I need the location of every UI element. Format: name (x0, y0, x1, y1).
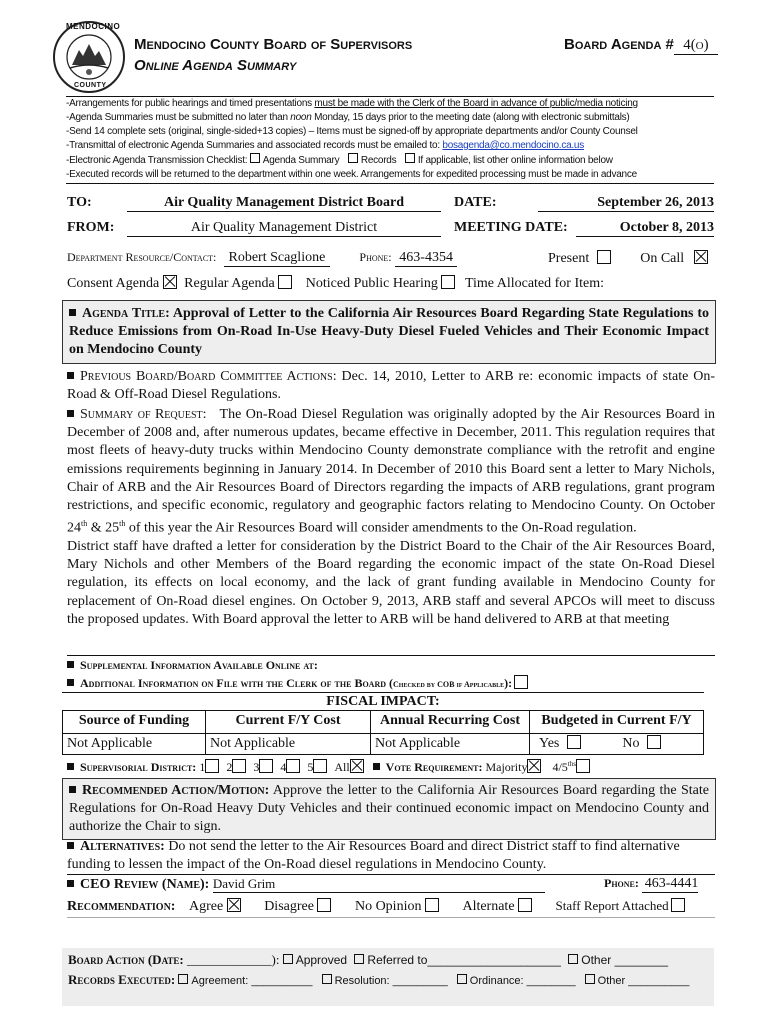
district-row (67, 759, 590, 775)
staff-report-checkbox[interactable] (671, 898, 685, 912)
agree-checkbox[interactable] (227, 898, 241, 912)
fiscal-current-value: Not Applicable (206, 734, 371, 754)
regular-checkbox[interactable] (278, 275, 292, 289)
records-other-checkbox[interactable] (585, 974, 595, 984)
district-4-checkbox[interactable] (286, 759, 300, 773)
dept-row (67, 250, 457, 267)
summary-amp: & 25 (87, 520, 120, 536)
oncall-checkbox[interactable] (694, 250, 708, 264)
previous-actions-text: Dec. 14, 2010, Letter to ARB re: economic impacts of state On-Road & Off-Road Diesel Regulations. (67, 369, 715, 402)
dept-value[interactable]: Robert Scaglione (224, 250, 330, 267)
instruction-1a: -Arrangements for public hearings and timed presentations (66, 98, 315, 109)
majority-checkbox[interactable] (527, 759, 541, 773)
ceo-review-label: CEO Review (Name): (80, 877, 210, 892)
email-link[interactable]: bosagenda@co.mendocino.ca.us (442, 140, 584, 151)
instruction-2b: noon (290, 112, 312, 123)
divider (67, 655, 715, 656)
recommended-text: Approve the letter to the California Air Resources Board regarding the State Regulations for On-Road Heavy Duty Vehicles and their continued economic impact on Mendocino County and authorize the Chair to sign. (69, 783, 709, 834)
district-5-checkbox[interactable] (313, 759, 327, 773)
previous-actions-label: Previous Board/Board Committee Actions: (80, 369, 337, 384)
supplemental-row (67, 658, 318, 673)
summary-p2: District staff have drafted a letter for consideration by the District Board to the Chair of the Air Resources Board, Mary Nichols and other Members of the Board regarding the economic impact of the state On-Road Diesel regulation, its effects on local economy, and the lack of grant funding available in Mendocino County for replacement of On-Road diesel engines. On October 9, 2013, ARB staff and several APCOs will meet to discuss the proposed updates. With Board approval the letter to ARB will be hand delivered to ARB at that meeting (67, 539, 715, 627)
county-seal (52, 20, 126, 94)
alternate-checkbox[interactable] (518, 898, 532, 912)
recommendation-label: Recommendation: (67, 899, 176, 914)
date-row (454, 195, 714, 212)
district-all-checkbox[interactable] (350, 759, 364, 773)
fiscal-title: FISCAL IMPACT: (62, 692, 704, 710)
to-value[interactable]: Air Quality Management District Board (127, 195, 441, 212)
disagree-checkbox[interactable] (317, 898, 331, 912)
dept-label: Department Resource/Contact: (67, 250, 217, 264)
label-records: Records (360, 155, 397, 166)
hearing-label: Noticed Public Hearing (305, 276, 438, 291)
district-2-checkbox[interactable] (232, 759, 246, 773)
bullet-icon (373, 763, 380, 770)
other-checkbox[interactable] (568, 954, 578, 964)
fiscal-header-current: Current F/Y Cost (206, 711, 371, 733)
approved-checkbox[interactable] (283, 954, 293, 964)
alternatives (67, 838, 715, 875)
district-label: Supervisorial District: (80, 760, 197, 774)
recommended-action-box (62, 778, 716, 840)
phone-value[interactable]: 463-4354 (395, 250, 457, 267)
agreement-label: Agreement: __________ (191, 975, 313, 987)
disagree-label: Disagree (264, 899, 314, 914)
instruction-5: -Electronic Agenda Transmission Checklist: (66, 155, 248, 166)
fourfifths-checkbox[interactable] (576, 759, 590, 773)
staff-report-label: Staff Report Attached (555, 898, 669, 913)
budget-yes-label: Yes (539, 736, 560, 751)
agree-label: Agree (188, 899, 224, 914)
budget-no-checkbox[interactable] (647, 735, 661, 749)
district-1-label: 1 (199, 760, 206, 774)
fourfifths-sup: ths (567, 760, 576, 768)
supplemental-label: Supplemental Information Available Online at: (80, 658, 318, 672)
fiscal-source-value: Not Applicable (63, 734, 206, 754)
summary-label: Summary of Request: (80, 407, 207, 422)
budget-yes-checkbox[interactable] (567, 735, 581, 749)
agenda-title-text: Approval of Letter to the California Air Resources Board Regarding State Regulations to Reduce Emissions from On-Road In-Use Heavy-Duty Diesel Fueled Vehicles and Their Economic Impact on Mendocino County (69, 306, 709, 357)
seal-top-text: MENDOCINO (66, 22, 121, 31)
bullet-icon (67, 763, 74, 770)
board-action-label: Board Action (Date: (68, 952, 187, 967)
page-title: Mendocino County Board of Supervisors (134, 36, 413, 53)
summary-p1a: The On-Road Diesel Regulation was originally adopted by the Air Resources Board in December of 2008 and, after numerous updates, became effective in December, 2011. This regulation requires that most fleets of heavy-duty trucks within Mendocino County demonstrate compliance with the retrofit and engine emissions requirements beginning in January 2014. In December of 2010 this Board sent a letter to Mary Nichols, Chair of ARB and the Air Resources Board of Directors regarding the impacts of ARB regulations, grant program restrictions, and specific economic, regulatory and geographic factors relating to Mendocino County. On October 24 (67, 407, 715, 536)
resolution-label: Resolution: _________ (334, 975, 448, 987)
fiscal-impact (62, 692, 704, 755)
phone-label: Phone: (359, 250, 392, 264)
agenda-type-row (67, 275, 604, 292)
district-3-checkbox[interactable] (259, 759, 273, 773)
additional-end: ): (504, 676, 513, 690)
district-3-label: 3 (253, 760, 260, 774)
meeting-date-row (454, 220, 714, 237)
fiscal-data-row (62, 733, 704, 755)
board-action-date[interactable]: _____________ (186, 952, 272, 967)
checkbox-records[interactable] (348, 153, 358, 163)
referred-label: Referred to (367, 953, 428, 967)
fiscal-header-source: Source of Funding (63, 711, 206, 733)
district-5-label: 5 (307, 760, 314, 774)
bullet-icon (67, 372, 74, 379)
agreement-checkbox[interactable] (178, 974, 188, 984)
meeting-date-value[interactable]: October 8, 2013 (576, 220, 714, 237)
board-action-footer (62, 948, 714, 1006)
fiscal-annual-value: Not Applicable (371, 734, 530, 754)
instruction-4: -Transmittal of electronic Agenda Summaries and associated records must be emailed to: (66, 140, 443, 151)
seal-bottom-text: COUNTY (74, 82, 107, 89)
vote-label: Vote Requirement: (385, 760, 483, 774)
to-label: TO: (67, 195, 92, 210)
additional-checkbox[interactable] (514, 675, 528, 689)
label-agenda-summary: Agenda Summary (262, 155, 340, 166)
fourfifths-label: 4/5 (552, 760, 568, 774)
from-value[interactable]: Air Quality Management District (127, 220, 441, 237)
board-action-close: ): (271, 952, 283, 967)
alternatives-label: Alternatives: (80, 839, 165, 854)
recommendation-row (67, 898, 715, 918)
consent-label: Consent Agenda (67, 276, 160, 291)
date-value[interactable]: September 26, 2013 (538, 195, 714, 212)
other-blank[interactable]: ________ (614, 953, 669, 967)
ceo-phone-value[interactable]: 463-4441 (642, 876, 698, 893)
agenda-number-value: 4(o) (674, 37, 718, 55)
other-label: Other (581, 953, 612, 967)
to-row (67, 195, 441, 212)
checkbox-other-online[interactable] (405, 153, 415, 163)
instruction-3: -Send 14 complete sets (original, single-sided+13 copies) – Items must be signed-off by appropriate departments and/or County Counsel (66, 126, 638, 137)
recommended-label: Recommended Action/Motion: (82, 783, 270, 798)
date-label: DATE: (454, 195, 497, 210)
instruction-2c: Monday, 15 days prior to the meeting date (along with electronic submittals) (311, 112, 630, 123)
bullet-icon (67, 880, 74, 887)
referred-blank[interactable]: ____________________ (427, 953, 561, 967)
from-row (67, 220, 441, 237)
contact-status (548, 250, 708, 267)
bullet-icon (67, 661, 74, 668)
ceo-name[interactable]: David Grim (213, 876, 545, 893)
meeting-date-label: MEETING DATE: (454, 220, 568, 235)
district-4-label: 4 (280, 760, 287, 774)
board-action-row (68, 952, 668, 968)
bullet-icon (69, 309, 76, 316)
bullet-icon (67, 842, 74, 849)
fiscal-header-budgeted: Budgeted in Current F/Y (541, 713, 692, 728)
time-allocated-label: Time Allocated for Item: (464, 276, 605, 291)
summary-sup1: th (81, 519, 88, 529)
oncall-label: On Call (640, 251, 685, 266)
bullet-icon (67, 410, 74, 417)
from-label: FROM: (67, 220, 115, 235)
summary-p1b: of this year the Air Resources Board will consider amendments to the On-Road regulation. (125, 520, 637, 536)
agenda-title-box (62, 300, 716, 364)
fiscal-header-annual: Annual Recurring Cost (371, 711, 530, 733)
alternate-label: Alternate (462, 899, 515, 914)
present-checkbox[interactable] (597, 250, 611, 264)
instruction-1b: must be made with the Clerk of the Board in advance of public/media noticing (314, 98, 638, 109)
ceo-phone-label: Phone: (604, 876, 639, 890)
budget-no-label: No (622, 736, 640, 751)
page-subtitle: Online Agenda Summary (134, 57, 297, 74)
ceo-review-row (67, 876, 545, 893)
hearing-checkbox[interactable] (441, 275, 455, 289)
bullet-icon (67, 679, 74, 686)
additional-row (67, 675, 528, 691)
checkbox-agenda-summary[interactable] (250, 153, 260, 163)
district-all-label: All (334, 760, 350, 774)
no-opinion-label: No Opinion (354, 899, 422, 914)
instruction-6: -Executed records will be returned to the department within one week. Arrangements for expedited processing must be made in advance (66, 169, 637, 180)
previous-actions (67, 368, 715, 404)
ordinance-checkbox[interactable] (457, 974, 467, 984)
no-opinion-checkbox[interactable] (425, 898, 439, 912)
summary-sup2: th (119, 519, 126, 529)
records-executed-label: Records Executed: (68, 972, 176, 987)
records-other-label: Other __________ (597, 975, 690, 987)
approved-label: Approved (295, 953, 348, 967)
district-1-checkbox[interactable] (205, 759, 219, 773)
present-label: Present (548, 251, 590, 266)
records-executed-row (68, 972, 689, 988)
agenda-title-label: Agenda Title: (82, 306, 170, 321)
label-other-online: If applicable, list other online information below (417, 155, 613, 166)
fiscal-budgeted-value (530, 734, 703, 754)
additional-label: Additional Information on File with the Clerk of the Board ( (80, 676, 393, 690)
agenda-label: Board Agenda # (564, 36, 674, 53)
consent-checkbox[interactable] (163, 275, 177, 289)
agenda-number (564, 36, 718, 55)
fiscal-header-row (62, 710, 704, 733)
regular-label: Regular Agenda (184, 276, 275, 291)
ceo-phone (604, 876, 698, 893)
summary-of-request (67, 406, 715, 629)
instructions (66, 96, 714, 184)
bullet-icon (69, 786, 76, 793)
instruction-2a: -Agenda Summaries must be submitted no later than (66, 112, 291, 123)
district-2-label: 2 (226, 760, 233, 774)
majority-label: Majority (485, 760, 528, 774)
additional-small: Checked by COB if Applicable (393, 680, 505, 689)
resolution-checkbox[interactable] (322, 974, 332, 984)
ordinance-label: Ordinance: ________ (469, 975, 576, 987)
referred-checkbox[interactable] (354, 954, 364, 964)
alternatives-text: Do not send the letter to the Air Resources Board and direct District staff to find alternative funding to lessen the impact of the On-Road diesel regulations in Mendocino County. (67, 839, 680, 872)
